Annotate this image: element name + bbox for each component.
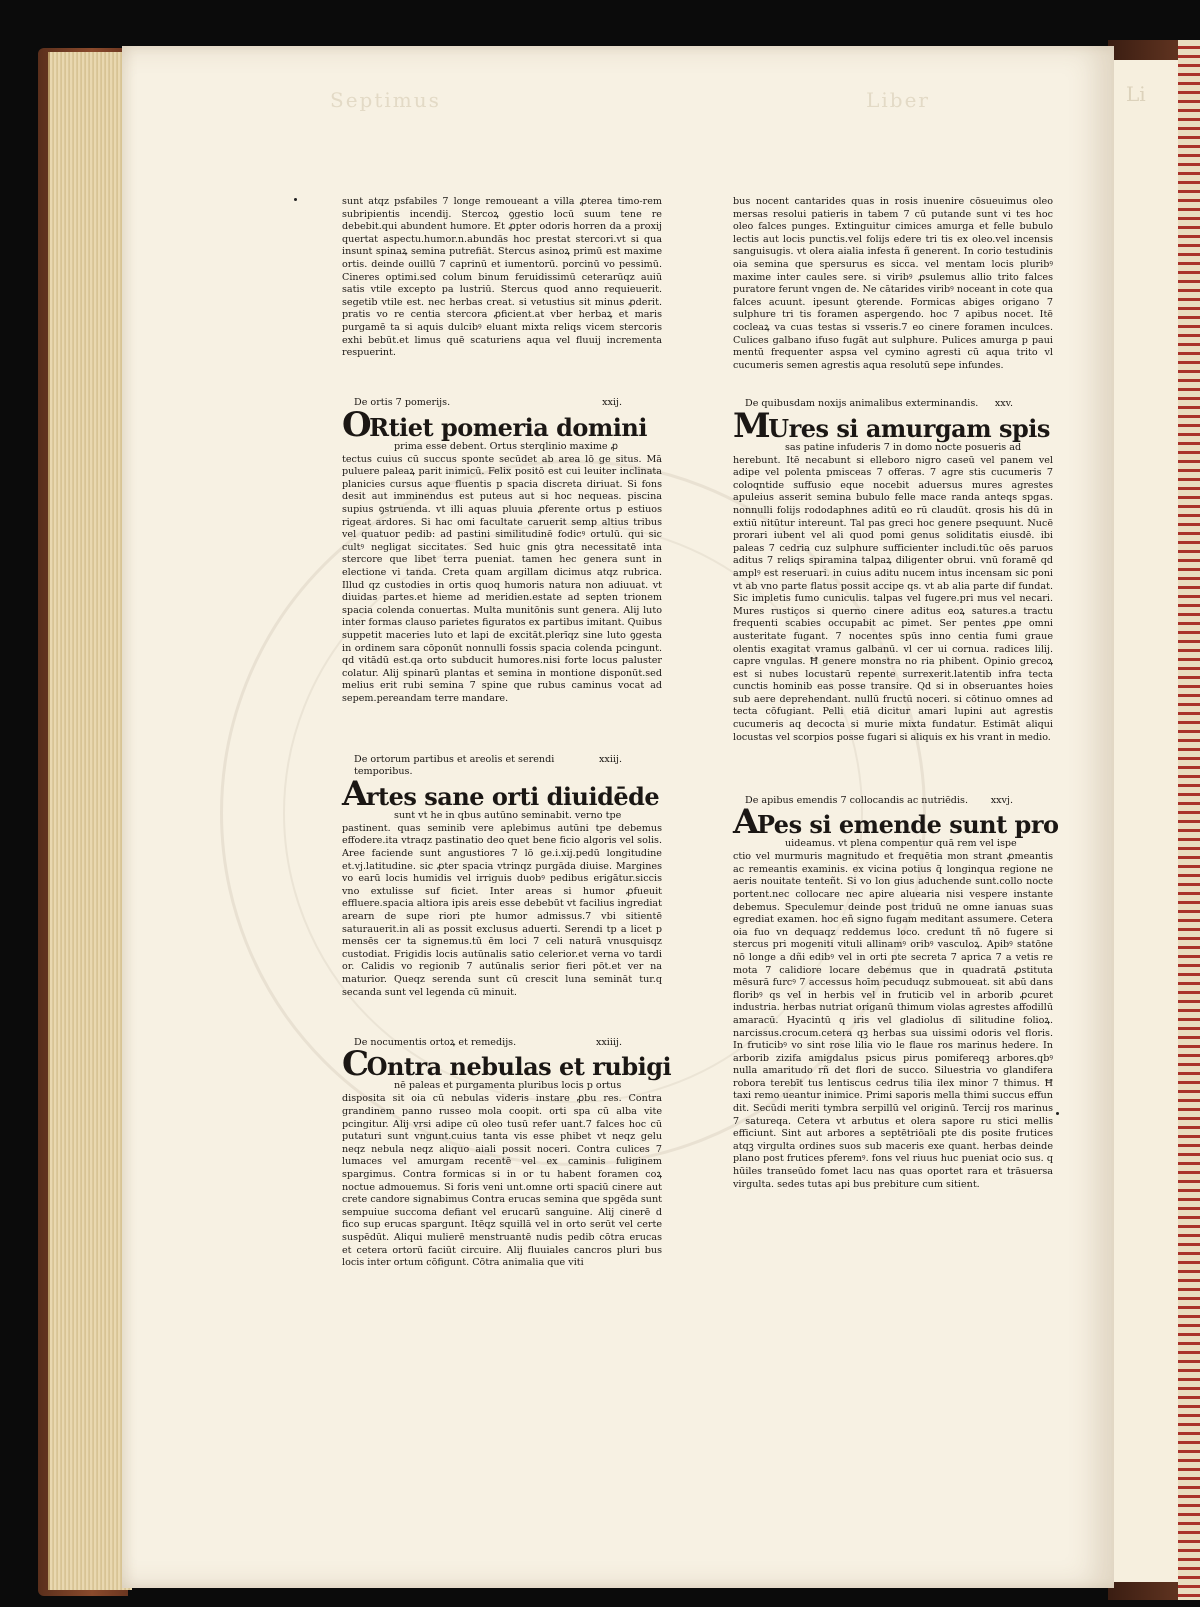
chapter-incipit [342, 1044, 672, 1085]
running-header-right: Liber [866, 88, 930, 112]
chapter-incipit [733, 802, 1059, 843]
incipit-text: Pes si emende sunt pro [756, 810, 1059, 840]
initial-capital: A [733, 802, 759, 843]
headband-stripe [1178, 40, 1200, 1600]
chapter-rubric [733, 398, 1053, 411]
paragraph: uideamus. vt plena compentur quā rem vel ispe [785, 838, 1017, 850]
paragraph: nē paleas et purgamenta pluribus locis p ortus [394, 1080, 622, 1092]
ink-speck [294, 198, 297, 201]
paragraph: herebunt. Itē necabunt si elleboro nigro caseū vel panem vel adipe vel polenta pmisceas 7 offeras. 7 agre stis cucumeris 7 coloqntide suffusio eque nocebit aduersus mures agrestes apuleius asserit semina bubulo felle mace randa anteqs spgas. nonnulli folijs rododaphnes aditū eo rū claudūt. qrosis his dū in extiū nitūtur intereunt. Tal pas greci hoc genere psequunt. Nucē prorari iubent vel ali quod pomi genus soliditatis eiusdē. ibi paleas 7 cedria cuz sulphure sufficienter includi.tūc oēs paruos aditus 7 reliqs spiramina talpaꝝ diligenter obrui. vnū foramē qd amplꝰ est reseruari. in cuius aditu nucem intus incensam sic poni vt ab vno parte flatus possit accipe qs. vt ab alia parte dif fundat. Sic impletis fumo cuniculis. talpas vel fugere.pri mus vel necari. Mures rustiços si querno cinere aditus eoꝝ satures.a tractu frequenti scabies occupabit ac pimet. Ser pentes ꝓpe omni austeritate fugant. 7 nocentes spūs inno centia fumi graue olentis exagitat vramus galbanū. vl cer ui cornua. radices lilij. capre vngulas. Ħ genere monstra no ria phibent. Opinio grecoꝝ est si nubes locustarū repente surrexerit.latentib infra tecta cunctis hominib eas posse transire. Qd si in obseruantes hoies sub aere deprehendant. nullū fructū noceri. si cōtinuo omnes ad tecta cōfugiant. Pelli etiā dicitur amari lupini aut agrestis cucumeris aq decocta si murie mixta fundatur. Estimāt aliqui locustas vel scorpios posse fugari si aliquis ex his vrant in medio. [733, 454, 1053, 743]
rubric-title: De nocumentis ortoꝝ et remedijs. [354, 1036, 517, 1048]
chapter-incipit [733, 405, 1053, 446]
paragraph: tectus cuius cū succus sponte secūdet ab area lō ge situs. Mā puluere paleaꝝ parit inimicū. Felix positō est cui leuiter inclinata planicies cursus aque fluentis p spacia discreta diriuat. Si fons desit aut imminendus est puteus aut si hoc nequeas. piscina supius ꝯstruenda. vt illi aquas pluuia ꝓferente ortus p estiuos rigeat ardores. Si hac omi facultate caruerit semp altius tribus vel quatuor pedib: ad pastini similitudinē fodicꝰ ortulū. qui sic cultꝰ negligat siccitates. Sed huic gnis ꝯtra necessitatē inta stercore que libet terra pueniat. tamen hec genera sunt in electione vi tanda. Creta quam argillam dicimus atqz rubrica. Illud qz custodies in ortis quoq humoris natura non adiuuat. vt diuidas partes.et hieme ad meridien.estate ad septen trionem spacia colenda conuertas. Multa munitōnis sunt genera. Alij luto inter formas clauso parietes figuratos ex partibus imitant. Quibus suppetit maceries luto et lapi de excitāt.plerīqz sine luto ꝯgesta in ordinem sara cōponūt nonnulli fossis spacia colenda pcingunt. qd vitādū est.qa orto subducit humores.nisi forte locus paluster colatur. Alij spinarū plantas et semina in montione disponūt.sed melius erit rubi semina 7 spine que rubus caminus vocat ad sepem.pereandam terre mandare. [342, 453, 662, 704]
facing-page-show-through: Li [1126, 82, 1146, 106]
paragraph: disposita sit oia cū nebulas videris instare ꝓbu res. Contra grandinem panno russeo mola coopit. orti spa cū alba vite pcingitur. Alij vrsi adipe cū oleo tusū refer uant.7 falces hoc cū putaturi sunt vngunt.cuius tanta vis esse phibet vt neqz gelu neqz nebula neqz aliquo aiali possit noceri. Contra culices 7 lumaces vel amurgam recentē vel ex caminis fuliginem spargimus. Contra formicas si in or tu habent foramen coꝝ noctue admouemus. Si foris veni unt.omne orti spaciū cinere aut crete candore signabimus Contra erucas semina que spgēda sunt sempuiue succoma defiant vel erucarū sanguine. Alij cinerē d fico sup erucas spargunt. Itēqz squillā vel in orto serūt vel certe suspēdūt. Aliqui mulierē menstruantē nudis pedib cōtra erucas et cetera ortorū faciūt circuire. Alij fluuiales cancros pluri bus locis inter ortum cōfigunt. Cōtra animalia que viti [342, 1093, 662, 1269]
incipit-text: Ontra nebulas et rubigi [366, 1052, 672, 1082]
paragraph: pastinent. quas seminib vere aplebimus autūni tpe debemus effodere.ita vtraqz pastinatio deo quet bene ficio algoris vel solis. Aree faciende sunt angustiores 7 lō ge.i.xij.pedū longitudine et.vj.latitudine. sic ꝓter spacia vtrinqz purgāda diuise. Margines vo earū locis humidis vel irriguis duobꝰ pedibus erigātur.siccis vno extulisse suf ficiet. Inter areas si humor ꝓfueuit effluere.spacia altiora ipis areis esse debebūt vt facilius ingrediat arearn de supe riori pte humor admissus.7 vbi sitientē saturauerit.in ali as possit exclusus aduerti. Serendi tp a licet p mensēs cer ta signemus.tū ēm loci 7 celi naturā vnusquisqz custodiat. Frigidis locis autūnalis satio celerior.et verna vo tardi or. Calidis vo regionib 7 autūnalis serior fieri pōt.et ver na maturior. Queqz serenda sunt cū crescit luna semināt tur.q secanda sunt vel legenda cū minuit. [342, 822, 662, 998]
text-column-right [733, 196, 1059, 1241]
initial-capital: C [342, 1044, 369, 1085]
chapter-number: xxv. [994, 398, 1013, 409]
paragraph: sunt atqz psfabiles 7 longe remoueant a villa ꝓterea timo-rem subripientis incendij. Stercoꝝ ꝯgestio locū suum tene re debebit.qui abundent humore. Et ꝓpter odoris horren da a proxij quertat aspectu.humor.n.abundās hoc prestat stercori.vt si qua insunt spinaꝝ semina putrefiāt. Stercus asinoꝝ primū est maxime ortis. deinde ouillū 7 caprinū et iumentorū. porcinū vo pessimū. Cineres optimi.sed colum binum feruidissimū ceterarūqz auiū satis vtile excepto pa lustriū. Stercus quod anno requieuerit. segetib vtile est. nec herbas creat. si vetustius sit minus ꝓderit. pratis vo re centia stercora ꝓficient.at vber herbaꝝ et maris purgamē ta si aquis dulcibꝰ eluant mixta reliqs vicem stercoris exhi bebūt.et limus quē scaturiens aqua vel fluuij incrementa respuerint. [342, 196, 662, 359]
incipit-text: rtes sane orti diuidēde [365, 781, 660, 811]
paragraph: prima esse debent. Ortus sterqlinio maxime ꝓ [394, 440, 619, 452]
chapter-rubric [342, 754, 662, 779]
rubric-title: De ortorum partibus et areolis et serendi temporibus. [354, 753, 555, 778]
chapter-number: xxiij. [599, 753, 622, 765]
paragraph: sas patine infuderis 7 in domo nocte posueris ad [785, 441, 1022, 453]
chapter-rubric [342, 1037, 662, 1050]
chapter-rubric [342, 397, 662, 410]
ink-speck [1056, 1112, 1059, 1115]
chapter-incipit [342, 773, 662, 814]
chapter-incipit [342, 404, 662, 445]
paragraph: ctio vel murmuris magnitudo et frequētia mon strant ꝓmeantis ac remeantis examinis. ex vicina potius q̄ longinqua regione ne aeris nouitate tenteñt. Si vo lon gius aduchende sunt.collo nocte portent.nec collocare nec apire aluearia nisi vespere instante debemus. Speculemur deinde post triduū ne omne ianuas suas egrediat examen. hoc eñ signo fugam meditant assumere. Cetera oia fuo vn dequaqz reddemus loco. credunt tñ nō fugere si stercus pri mogeniti vituli allinamꝰ oribꝰ vasculoꝝ. Apibꝰ statōne nō longe a dñi edibꝰ vel in orti pte secreta 7 aprica 7 a vetis re mota 7 calidiore locare debemus que in quadratā ꝓstituta mēsurā furcꝰ 7 accessus hoīm pecuduqz submoueat. sit abū dans floribꝰ qs vel in herbis vel in fruticib vel in arborib ꝓcuret industria. herbas nutriat origanū thimum violas agrestes affodillū amaracū. Hyacintū q iris vel gladiolus dī silitudine folioꝝ. narcissus.crocum.cetera qꝫ herbas sua uissimi odoris vel floris. In fruticibꝰ vo sint rose lilia vio le flaue ros marinus hedere. In arborib zizifa amigdalus psicus pirus pomifereqꝫ arbores.qbꝰ nulla amaritudo rñ det flori de succo. Siluestria vo glandifera robora terebīt tus lentiscus cedrus tilia ilex minor 7 thimus. Ħ taxi remo ueantur inimice. Primi saporis mella thimi succus effun dit. Secūdi meriti tymbra serpillū vel originū. Tercij ros marinus 7 satureqa. Cetera vt arbutus et olera sapore ru stici mellis efficiunt. Sint aut arbores a septētriōali pte dis posite frutices atqꝫ virgulta ordines suos sub maceris exe quant. herbas deinde plano post frutices pferemꝰ. fons vel riuus huc pueniat ocio sus. q hūiles transeūdo fomet lacu nas quas oportet rara et trāsuersa virgulta. sedes tutas api bus prebiture cum sitient. [733, 851, 1053, 1190]
rubric-title: De quibusdam noxijs animalibus exterminandis. [745, 398, 979, 409]
incipit-text: Ures si amurgam spis [768, 413, 1050, 443]
initial-capital: A [342, 773, 368, 814]
rubric-title: De apibus emendis 7 collocandis ac nutriēdis. [745, 794, 968, 806]
chapter-number: xxvj. [990, 794, 1013, 806]
paragraph: bus nocent cantarides quas in rosis inuenire cōsueuimus oleo mersas resolui patieris in tabem 7 cū putande sunt vi tes hoc oleo falces punges. Extinguitur cimices amurga et felle bubulo lectis aut locis punctis.vel folijs edere tri tis ex oleo.vel incensis sanguisugis. vt olera aialia infesta ñ generent. In corio testudinis oia semina que spersurus es sicca. vel mentam locis pluribꝰ maxime inter caules sere. si viribꝰ ꝓsulemus allio trito falces puratore ferunt vngen de. Ne cātarides viribꝰ noceant in cote qua falces acuunt. ipesunt ꝯterende. Formicas abiges origano 7 sulphure tri tis foramen aspergendo. hoc 7 apibus nocet. Itē cocleaꝝ va cuas testas si vsseris.7 eo cinere foramen inculces. Culices galbano ifuso fugāt aut sulphure. Pulices amurga p paui mentū frequenter aspsa vel cymino agresti cū aqua trito vl cucumeris semen agrestis aqua resolutū sepe infundes. [733, 196, 1053, 371]
initial-capital: O [342, 404, 372, 445]
running-header-left: Septimus [330, 88, 441, 112]
initial-capital: M [733, 405, 771, 446]
chapter-rubric [733, 795, 1053, 808]
rubric-title: De ortis 7 pomerijs. [354, 397, 451, 408]
incipit-text: Rtiet pomeria domini [369, 412, 647, 442]
paragraph: sunt vt he in qbus autūno seminabit. verno tpe [394, 809, 622, 821]
page-edges [48, 52, 132, 1590]
running-header-show-through [330, 88, 930, 112]
chapter-number: xxij. [602, 397, 622, 408]
text-column-left [342, 196, 672, 1319]
chapter-number: xxiiij. [595, 1036, 622, 1048]
